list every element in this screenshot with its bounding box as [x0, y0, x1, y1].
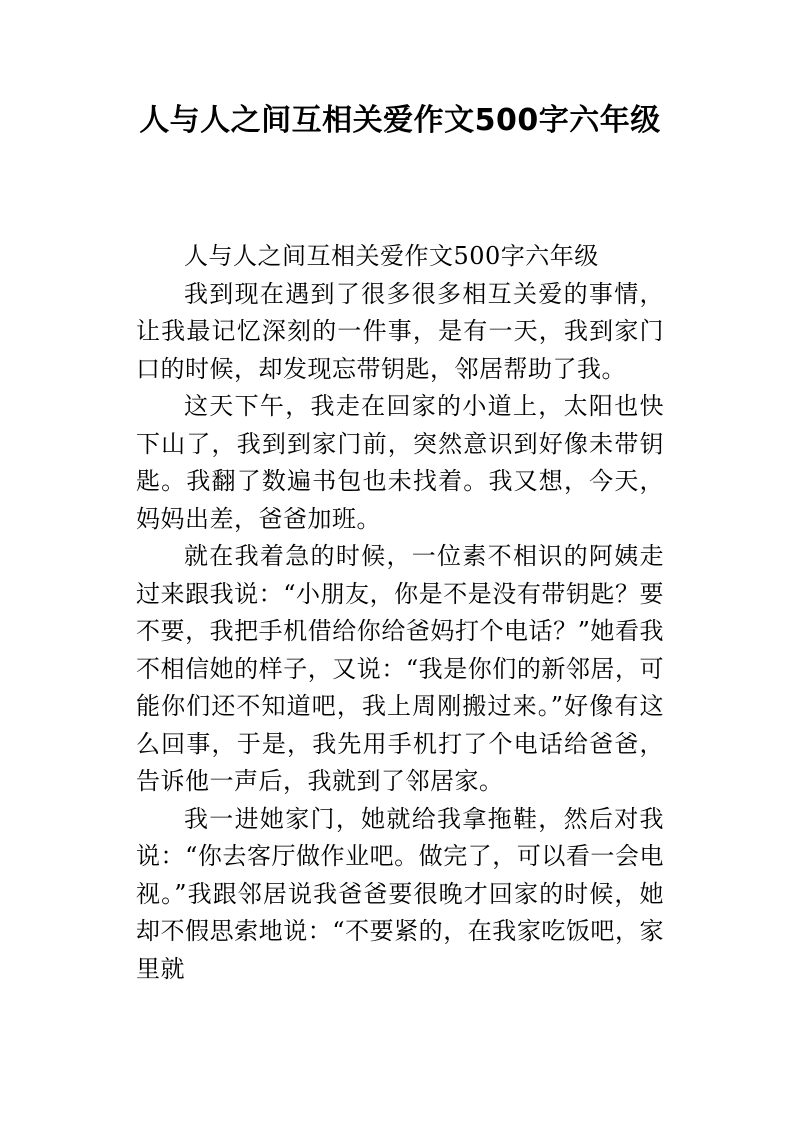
paragraph-neighbor-helps: 就在我着急的时候，一位素不相识的阿姨走过来跟我说：“小朋友，你是不是没有带钥匙？要不要，我把手机借给你给爸妈打个电话？”她看我不相信她的样子，又说：“我是你们的新邻居，可能你们还不知道吧，我上周刚搬过来。”好像有这么回事，于是，我先用手机打了个电话给爸爸，告诉他一声后，我就到了邻居家。 [136, 542, 664, 795]
paragraph-forgot-keys: 这天下午，我走在回家的小道上，太阳也快下山了，我到到家门前，突然意识到好像未带钥匙。我翻了数遍书包也未找着。我又想，今天，妈妈出差，爸爸加班。 [136, 392, 664, 533]
paragraph-intro: 我到现在遇到了很多很多相互关爱的事情，让我最记忆深刻的一件事，是有一天，我到家门口的时候，却发现忘带钥匙，邻居帮助了我。 [136, 279, 664, 383]
paragraph-at-neighbor-home: 我一进她家门，她就给我拿拖鞋，然后对我说：“你去客厅做作业吧。做完了，可以看一会电视。”我跟邻居说我爸爸要很晚才回家的时候，她却不假思索地说：“不要紧的，在我家吃饭吧，家里就 [136, 804, 664, 983]
document-body [136, 238, 664, 988]
paragraph-subtitle: 人与人之间互相关爱作文500字六年级 [184, 242, 599, 270]
document-title: 人与人之间互相关爱作文500字六年级 [139, 103, 661, 138]
